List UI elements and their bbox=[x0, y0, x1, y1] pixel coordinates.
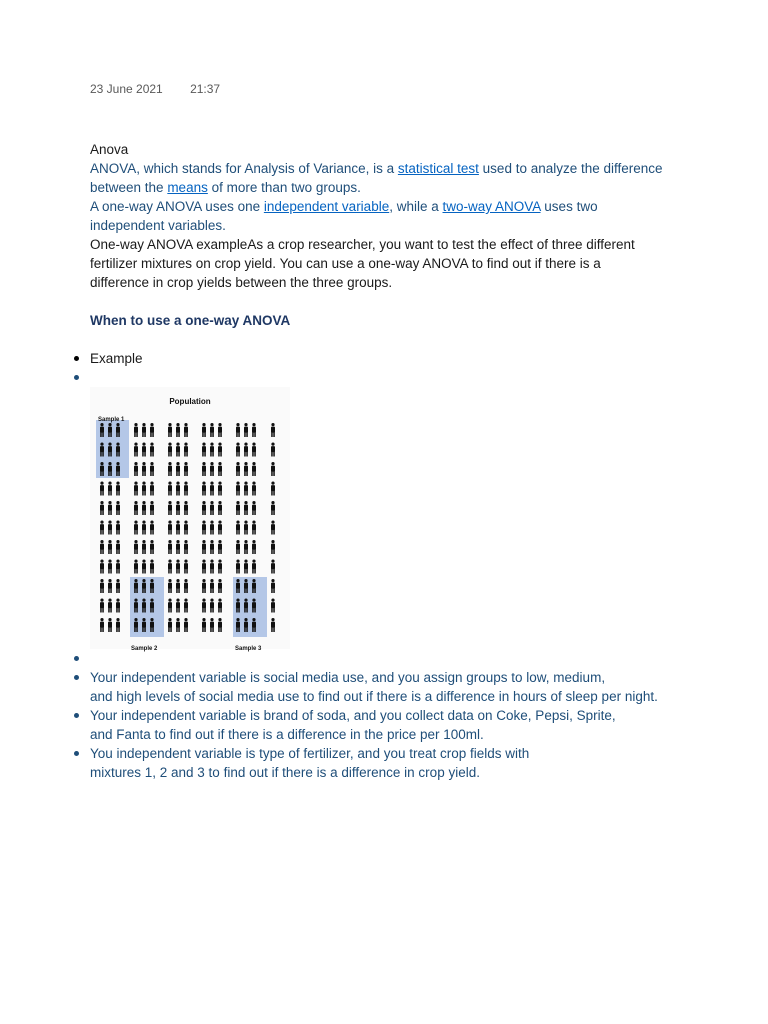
person-icon bbox=[142, 443, 146, 457]
person-icon bbox=[108, 579, 112, 593]
person-icon bbox=[252, 521, 256, 535]
person-icon bbox=[116, 618, 120, 632]
person-icon bbox=[210, 462, 214, 476]
person-icon bbox=[218, 462, 222, 476]
person-icon bbox=[202, 501, 206, 515]
bullet-icon bbox=[74, 356, 79, 361]
person-icon bbox=[150, 443, 154, 457]
person-icon bbox=[236, 423, 240, 437]
person-icon bbox=[134, 423, 138, 437]
person-icon bbox=[244, 521, 248, 535]
person-icon bbox=[142, 482, 146, 496]
person-icon bbox=[184, 579, 188, 593]
list-item bbox=[90, 368, 690, 652]
person-icon bbox=[116, 501, 120, 515]
independent-variable-link[interactable]: independent variable bbox=[263, 199, 390, 214]
person-icon bbox=[184, 599, 188, 613]
person-icon bbox=[202, 560, 206, 574]
person-icon bbox=[252, 423, 256, 437]
doc-title: Anova bbox=[90, 142, 129, 157]
person-icon bbox=[168, 482, 172, 496]
person-icon bbox=[176, 521, 180, 535]
person-icon bbox=[176, 579, 180, 593]
person-icon bbox=[134, 540, 138, 554]
person-icon bbox=[176, 618, 180, 632]
person-icon bbox=[184, 482, 188, 496]
person-icon bbox=[142, 540, 146, 554]
person-icon bbox=[210, 618, 214, 632]
person-icon bbox=[142, 560, 146, 574]
person-icon bbox=[218, 560, 222, 574]
person-icon bbox=[116, 482, 120, 496]
person-icon bbox=[100, 560, 104, 574]
person-icon bbox=[100, 579, 104, 593]
person-icon bbox=[142, 521, 146, 535]
person-icon bbox=[176, 560, 180, 574]
person-icon bbox=[218, 599, 222, 613]
person-icon bbox=[271, 423, 275, 437]
text: of more than two groups. bbox=[207, 180, 361, 195]
person-icon bbox=[244, 462, 248, 476]
list-item bbox=[90, 349, 690, 368]
paragraph-1-line-1 bbox=[90, 159, 690, 178]
person-icon bbox=[271, 462, 275, 476]
paragraph-2-line-2: independent variables. bbox=[90, 218, 226, 233]
person-icon bbox=[210, 540, 214, 554]
person-icon bbox=[252, 462, 256, 476]
bullet-3-line-2: mixtures 1, 2 and 3 to find out if there is a difference in crop yield. bbox=[90, 765, 480, 780]
bullet-icon bbox=[74, 713, 79, 718]
person-icon bbox=[116, 579, 120, 593]
person-icon bbox=[202, 443, 206, 457]
person-icon bbox=[210, 579, 214, 593]
person-icon bbox=[108, 482, 112, 496]
note-time: 21:37 bbox=[190, 82, 221, 96]
example-label: Example bbox=[90, 351, 143, 366]
text: A one-way ANOVA uses one bbox=[90, 199, 264, 214]
person-icon bbox=[218, 423, 222, 437]
person-icon bbox=[176, 443, 180, 457]
person-icon bbox=[244, 540, 248, 554]
text: uses two bbox=[540, 199, 598, 214]
person-icon bbox=[244, 560, 248, 574]
person-icon bbox=[218, 540, 222, 554]
bullet-icon bbox=[74, 375, 79, 380]
person-icon bbox=[271, 540, 275, 554]
person-icon bbox=[271, 579, 275, 593]
person-icon bbox=[218, 501, 222, 515]
person-icon bbox=[176, 423, 180, 437]
person-icon bbox=[202, 423, 206, 437]
person-icon bbox=[142, 462, 146, 476]
bullet-icon bbox=[74, 656, 79, 661]
person-icon bbox=[168, 540, 172, 554]
person-icon bbox=[168, 462, 172, 476]
bullet-3-line-1: You independent variable is type of fertilizer, and you treat crop fields with bbox=[90, 746, 530, 761]
person-icon bbox=[168, 618, 172, 632]
person-icon bbox=[150, 560, 154, 574]
person-icon bbox=[210, 423, 214, 437]
person-icon bbox=[134, 521, 138, 535]
spacer bbox=[90, 330, 690, 349]
person-icon bbox=[184, 462, 188, 476]
person-icon bbox=[210, 482, 214, 496]
person-icon bbox=[176, 501, 180, 515]
person-icon bbox=[100, 599, 104, 613]
person-icon bbox=[168, 423, 172, 437]
text: ANOVA, which stands for Analysis of Variance, is a bbox=[90, 161, 398, 176]
note-date: 23 June 2021 bbox=[90, 82, 163, 96]
person-icon bbox=[244, 423, 248, 437]
paragraph-3-line-3: difference in crop yields between the three groups. bbox=[90, 275, 393, 290]
person-icon bbox=[116, 540, 120, 554]
person-icon bbox=[168, 501, 172, 515]
person-icon bbox=[142, 501, 146, 515]
person-icon bbox=[150, 540, 154, 554]
person-icon bbox=[108, 540, 112, 554]
person-icon bbox=[108, 501, 112, 515]
person-icon bbox=[271, 443, 275, 457]
person-icon bbox=[244, 501, 248, 515]
person-icon bbox=[210, 501, 214, 515]
population-sampling-figure bbox=[90, 387, 290, 652]
empty-line bbox=[90, 649, 690, 668]
person-icon bbox=[184, 423, 188, 437]
person-icon bbox=[252, 501, 256, 515]
person-icon bbox=[236, 560, 240, 574]
bullet-icon bbox=[74, 751, 79, 756]
paragraph-1-line-2 bbox=[90, 178, 690, 197]
person-icon bbox=[108, 618, 112, 632]
person-icon bbox=[218, 579, 222, 593]
example-list bbox=[90, 349, 690, 782]
person-icon bbox=[150, 482, 154, 496]
paragraph-2-line-1 bbox=[90, 197, 690, 216]
person-icon bbox=[176, 462, 180, 476]
person-icon bbox=[168, 579, 172, 593]
person-icon bbox=[100, 482, 104, 496]
person-icon bbox=[184, 540, 188, 554]
person-icon bbox=[271, 482, 275, 496]
person-icon bbox=[100, 521, 104, 535]
person-icon bbox=[236, 521, 240, 535]
person-icon bbox=[150, 423, 154, 437]
person-icon bbox=[184, 521, 188, 535]
list-item bbox=[90, 744, 690, 782]
person-icon bbox=[218, 443, 222, 457]
person-icon bbox=[100, 540, 104, 554]
person-icon bbox=[236, 482, 240, 496]
person-icon bbox=[134, 482, 138, 496]
person-icon bbox=[184, 501, 188, 515]
person-icon bbox=[210, 560, 214, 574]
person-icon bbox=[244, 482, 248, 496]
sample-3-label: Sample 3 bbox=[235, 646, 262, 652]
person-icon bbox=[271, 501, 275, 515]
section-heading: When to use a one-way ANOVA bbox=[90, 313, 291, 328]
person-icon bbox=[134, 443, 138, 457]
person-icon bbox=[210, 521, 214, 535]
person-icon bbox=[252, 482, 256, 496]
person-icon bbox=[168, 443, 172, 457]
person-icon bbox=[134, 560, 138, 574]
statistical-test-link[interactable]: statistical test bbox=[397, 161, 479, 176]
list-item bbox=[90, 706, 690, 744]
bullet-1-line-1: Your independent variable is social media use, and you assign groups to low, medium, bbox=[90, 670, 606, 685]
person-icon bbox=[236, 443, 240, 457]
person-icon bbox=[168, 599, 172, 613]
person-icon bbox=[236, 540, 240, 554]
person-icon bbox=[142, 423, 146, 437]
bullet-2-line-2: and Fanta to find out if there is a difference in the price per 100ml. bbox=[90, 727, 484, 742]
person-icon bbox=[184, 443, 188, 457]
empty-line bbox=[90, 368, 690, 387]
person-icon bbox=[168, 521, 172, 535]
person-icon bbox=[202, 462, 206, 476]
person-icon bbox=[236, 501, 240, 515]
two-way-anova-link[interactable]: two-way ANOVA bbox=[442, 199, 541, 214]
person-icon bbox=[236, 462, 240, 476]
person-icon bbox=[100, 618, 104, 632]
paragraph-3-line-2: fertilizer mixtures on crop yield. You can use a one-way ANOVA to find out if there is a bbox=[90, 256, 601, 271]
person-icon bbox=[116, 599, 120, 613]
text: used to analyze the difference bbox=[478, 161, 663, 176]
person-icon bbox=[210, 443, 214, 457]
note-metadata bbox=[90, 82, 220, 96]
person-icon bbox=[271, 521, 275, 535]
person-icon bbox=[168, 560, 172, 574]
person-icon bbox=[271, 618, 275, 632]
sample-1-label: Sample 1 bbox=[98, 417, 125, 423]
person-icon bbox=[218, 618, 222, 632]
note-body bbox=[90, 140, 690, 782]
person-icon bbox=[116, 521, 120, 535]
person-icon bbox=[134, 462, 138, 476]
means-link[interactable]: means bbox=[167, 180, 208, 195]
person-icon bbox=[271, 599, 275, 613]
person-icon bbox=[108, 521, 112, 535]
person-icon bbox=[202, 618, 206, 632]
person-icon bbox=[176, 482, 180, 496]
person-icon bbox=[252, 540, 256, 554]
person-icon bbox=[108, 560, 112, 574]
paragraph-3-line-1: One-way ANOVA exampleAs a crop researcher, you want to test the effect of three different bbox=[90, 237, 635, 252]
list-item bbox=[90, 649, 690, 668]
person-icon bbox=[244, 443, 248, 457]
person-icon bbox=[202, 521, 206, 535]
bullet-2-line-1: Your independent variable is brand of soda, and you collect data on Coke, Pepsi, Sprite, bbox=[90, 708, 616, 723]
person-icon bbox=[202, 579, 206, 593]
person-icon bbox=[184, 560, 188, 574]
person-icon bbox=[218, 521, 222, 535]
sample-2-label: Sample 2 bbox=[131, 646, 158, 652]
person-icon bbox=[150, 462, 154, 476]
bullet-1-line-2: and high levels of social media use to find out if there is a difference in hours of sleep per night. bbox=[90, 689, 658, 704]
person-icon bbox=[202, 599, 206, 613]
person-icon bbox=[184, 618, 188, 632]
person-icon bbox=[150, 501, 154, 515]
person-icon bbox=[100, 501, 104, 515]
person-icon bbox=[150, 521, 154, 535]
text: , while a bbox=[389, 199, 443, 214]
person-icon bbox=[252, 560, 256, 574]
person-icon bbox=[210, 599, 214, 613]
person-icon bbox=[218, 482, 222, 496]
person-icon bbox=[176, 599, 180, 613]
text: between the bbox=[90, 180, 168, 195]
person-icon bbox=[176, 540, 180, 554]
person-icon bbox=[108, 599, 112, 613]
person-icon bbox=[202, 540, 206, 554]
person-icon bbox=[134, 501, 138, 515]
person-icon bbox=[271, 560, 275, 574]
person-icon bbox=[252, 443, 256, 457]
list-item bbox=[90, 668, 690, 706]
person-icon bbox=[116, 560, 120, 574]
person-icon bbox=[202, 482, 206, 496]
bullet-icon bbox=[74, 675, 79, 680]
figure-title: Population bbox=[169, 397, 211, 406]
